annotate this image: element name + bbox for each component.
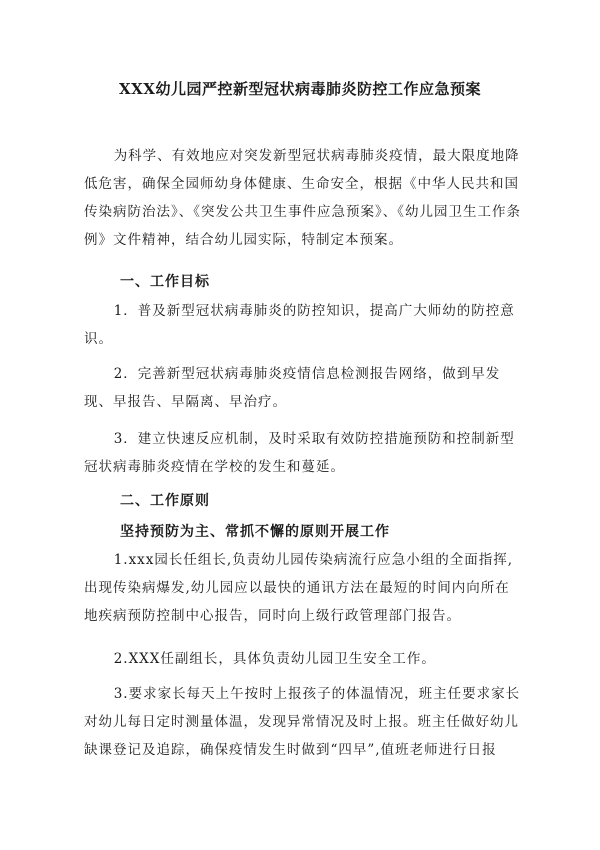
section2-subheading: 坚持预防为主、常抓不懈的原则开展工作 [120,524,390,540]
section2-heading: 二、工作原则 [120,493,210,509]
document-title: XXX幼儿园严控新型冠状病毒肺炎防控工作应急预案 [119,80,481,98]
section1-item-1: 1．普及新型冠状病毒肺炎的防控知识，提高广大师幼的防控意识。 [84,303,515,347]
section1-item-3: 3．建立快速反应机制，及时采取有效防控措施预防和控制新型冠状病毒肺炎疫情在学校的发生和蔓延。 [84,431,515,475]
intro-paragraph: 为科学、有效地应对突发新型冠状病毒肺炎疫情，最大限度地降低危害，确保全园师幼身体健康、生命安全，根据《中华人民共和国传染病防治法》、《突发公共卫生事件应急预案》、《幼儿园卫生工作条例》文件精神，结合幼儿园实际，特制定本预案。 [84,148,521,248]
section1-item-2: 2．完善新型冠状病毒肺炎疫情信息检测报告网络，做到早发现、早报告、早隔离、早治疗。 [84,366,501,410]
section2-item-1: 1.xxx园长任组长,负责幼儿园传染病流行应急小组的全面指挥,出现传染病爆发,幼儿园应以最快的通讯方法在最短的时间内向所在地疾病预防控制中心报告，同时向上级行政管理部门报告。 [84,552,513,624]
section2-item-2: 2.XXX任副组长，具体负责幼儿园卫生安全工作。 [113,651,436,667]
section2-item-3: 3.要求家长每天上午按时上报孩子的体温情况，班主任要求家长对幼儿每日定时测量体温，发现异常情况及时上报。班主任做好幼儿缺课登记及追踪，确保疫情发生时做到“四早”,值班老师进行日报 [84,686,521,758]
section1-heading: 一、工作目标 [120,274,210,290]
